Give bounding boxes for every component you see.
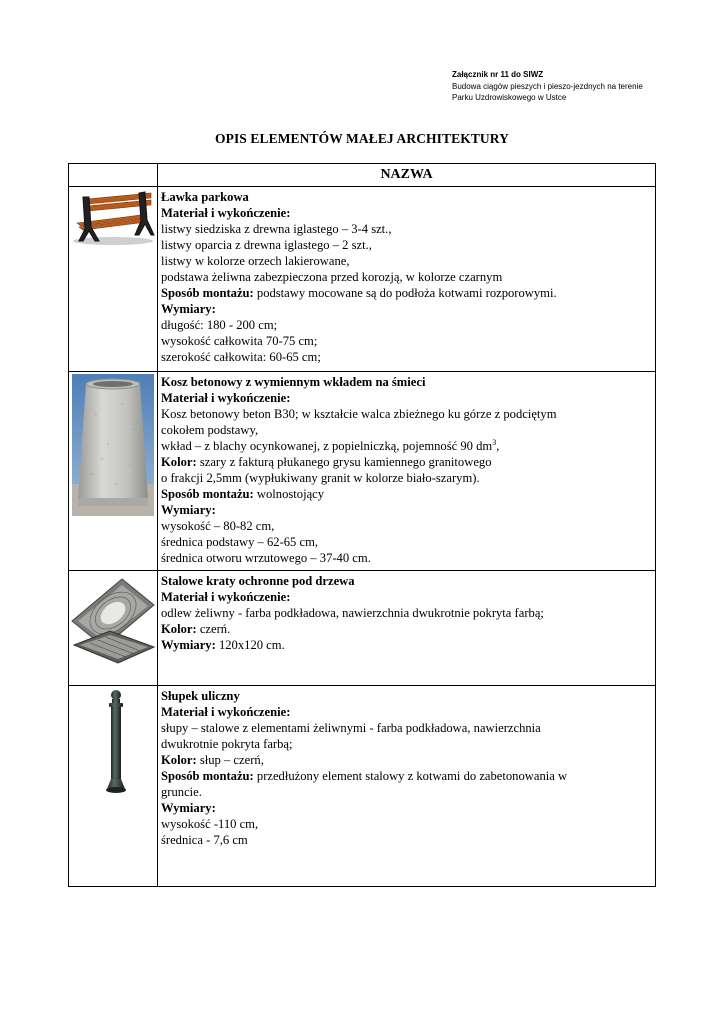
- material-line: [161, 438, 655, 454]
- dimensions-label: Wymiary:: [161, 638, 216, 652]
- dimension-line: wysokość całkowita 70-75 cm;: [161, 334, 318, 348]
- elements-table: [68, 163, 656, 887]
- color-value: słup – czerń,: [199, 753, 264, 767]
- project-line-1: Budowa ciągów pieszych i pieszo-jezdnych na terenie: [452, 81, 643, 91]
- unit-superscript: 3: [492, 437, 497, 447]
- street-bollard-icon: [103, 689, 129, 797]
- dimensions-label: Wymiary:: [161, 302, 216, 316]
- item-name: Ławka parkowa: [161, 190, 249, 204]
- bollard-description-cell: [158, 686, 656, 887]
- table-row: [69, 571, 656, 686]
- dimensions-value: 120x120 cm.: [218, 638, 285, 652]
- material-line-end: ,: [496, 439, 500, 453]
- mounting-label: Sposób montażu:: [161, 487, 254, 501]
- item-name: Stalowe kraty ochronne pod drzewa: [161, 574, 355, 588]
- mounting-value: podstawy mocowane są do podłoża kotwami rozporowymi.: [256, 286, 557, 300]
- dimension-line: wysokość – 80-82 cm,: [161, 519, 275, 533]
- dimensions-label: Wymiary:: [161, 503, 216, 517]
- item-name: Kosz betonowy z wymiennym wkładem na śmieci: [161, 375, 426, 389]
- color-line: [161, 454, 655, 470]
- table-row: [69, 686, 656, 887]
- concrete-bin-icon: [72, 374, 154, 516]
- header-note: [452, 69, 643, 104]
- park-bench-icon: [69, 191, 155, 249]
- material-line: odlew żeliwny - farba podkładowa, nawierzchnia dwukrotnie pokryta farbą;: [161, 606, 544, 620]
- item-name: Słupek uliczny: [161, 689, 240, 703]
- material-label: Materiał i wykończenie:: [161, 705, 291, 719]
- color-line: [161, 752, 655, 768]
- grate-description-cell: [158, 571, 656, 686]
- material-label: Materiał i wykończenie:: [161, 206, 291, 220]
- grate-image-cell: [69, 571, 158, 686]
- header-empty-cell: [69, 164, 158, 187]
- tree-grate-icon: [70, 575, 156, 667]
- bench-image-cell: [69, 187, 158, 372]
- project-line-2: Parku Uzdrowiskowego w Ustce: [452, 93, 567, 102]
- material-line: listwy oparcia z drewna iglastego – 2 szt.,: [161, 238, 372, 252]
- mounting-line: [161, 768, 655, 784]
- material-line: dwukrotnie pokryta farbą;: [161, 737, 293, 751]
- bin-description-cell: [158, 372, 656, 571]
- table-row: [69, 187, 656, 372]
- table-header-row: [69, 164, 656, 187]
- dimension-line: średnica podstawy – 62-65 cm,: [161, 535, 319, 549]
- material-line: słupy – stalowe z elementami żeliwnymi - farba podkładowa, nawierzchnia: [161, 721, 541, 735]
- color-value: czerń.: [199, 622, 231, 636]
- dimension-line: wysokość -110 cm,: [161, 817, 259, 831]
- mounting-line: gruncie.: [161, 785, 202, 799]
- material-line: listwy siedziska z drewna iglastego – 3-4 szt.,: [161, 222, 392, 236]
- bollard-image-cell: [69, 686, 158, 887]
- annex-label: Załącznik nr 11 do SIWZ: [452, 70, 544, 79]
- header-name-cell: NAZWA: [158, 164, 656, 187]
- dimensions-label: Wymiary:: [161, 801, 216, 815]
- document-title: OPIS ELEMENTÓW MAŁEJ ARCHITEKTURY: [215, 131, 509, 146]
- mounting-value: przedłużony element stalowy z kotwami do zabetonowania w: [256, 769, 568, 783]
- dimensions-line: [161, 637, 655, 653]
- material-line: cokołem podstawy,: [161, 423, 259, 437]
- mounting-label: Sposób montażu:: [161, 769, 254, 783]
- color-label: Kolor:: [161, 455, 197, 469]
- bin-image-cell: [69, 372, 158, 571]
- mounting-value: wolnostojący: [256, 487, 325, 501]
- material-label: Materiał i wykończenie:: [161, 590, 291, 604]
- color-value: szary z fakturą płukanego grysu kamiennego granitowego: [199, 455, 492, 469]
- material-line: listwy w kolorze orzech lakierowane,: [161, 254, 350, 268]
- material-line-text: wkład – z blachy ocynkowanej, z popielniczką, pojemność 90 dm: [161, 439, 493, 453]
- color-line: o frakcji 2,5mm (wypłukiwany granit w kolorze biało-szarym).: [161, 471, 480, 485]
- color-label: Kolor:: [161, 622, 197, 636]
- mounting-line: [161, 486, 655, 502]
- dimension-line: długość: 180 - 200 cm;: [161, 318, 278, 332]
- dimension-line: szerokość całkowita: 60-65 cm;: [161, 350, 321, 364]
- table-row: [69, 372, 656, 571]
- mounting-label: Sposób montażu:: [161, 286, 254, 300]
- dimension-line: średnica otworu wrzutowego – 37-40 cm.: [161, 551, 371, 565]
- dimension-line: średnica - 7,6 cm: [161, 833, 248, 847]
- bench-description-cell: [158, 187, 656, 372]
- material-line: Kosz betonowy beton B30; w kształcie walca zbieżnego ku górze z podciętym: [161, 407, 557, 421]
- material-line: podstawa żeliwna zabezpieczona przed korozją, w kolorze czarnym: [161, 270, 503, 284]
- color-label: Kolor:: [161, 753, 197, 767]
- mounting-line: [161, 285, 655, 301]
- material-label: Materiał i wykończenie:: [161, 391, 291, 405]
- color-line: [161, 621, 655, 637]
